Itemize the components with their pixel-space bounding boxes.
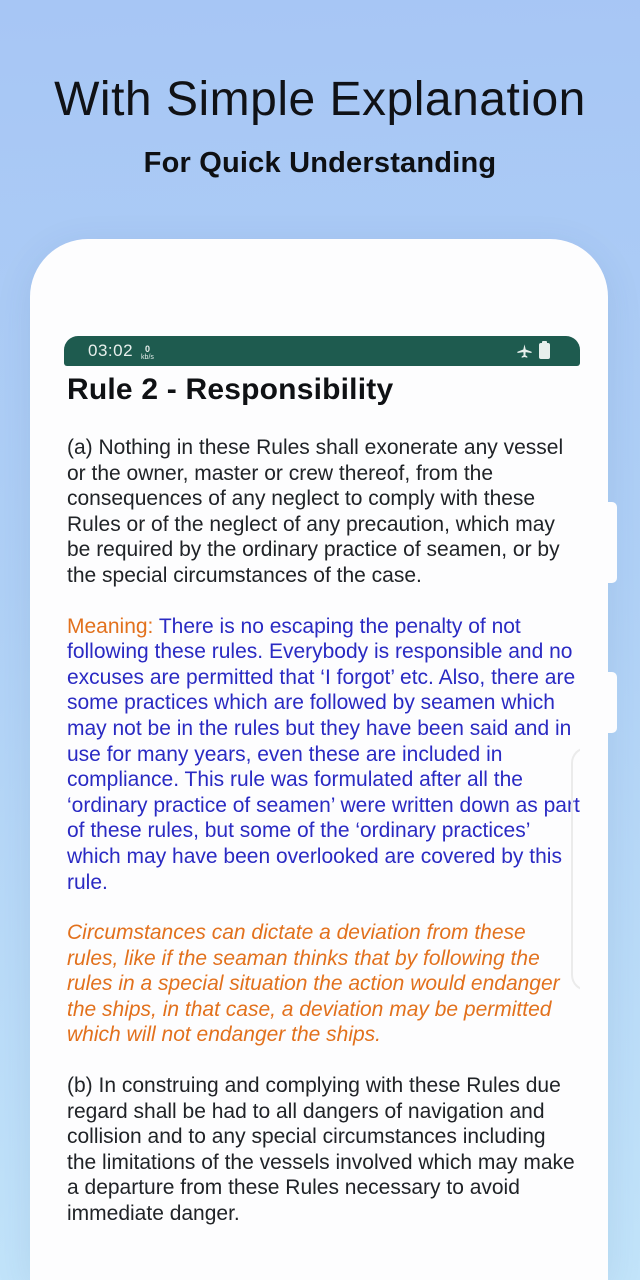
- meaning-label: Meaning:: [67, 614, 154, 638]
- status-bar-right-icons: [516, 343, 550, 360]
- network-speed-indicator: [141, 345, 154, 361]
- network-speed-value: 0: [144, 343, 150, 354]
- battery-icon: [539, 343, 550, 359]
- network-speed-unit: kb/s: [141, 353, 154, 361]
- phone-mockup: [30, 239, 608, 1280]
- status-time: 03:02: [88, 341, 134, 360]
- hero-subtitle: For Quick Understanding: [143, 147, 497, 179]
- rule-paragraph-b: (b) In construing and complying with these Rules due regard shall be had to all dangers of navigation and collision and to any special circumstances including the limitations of the vessels involved which may make a departure from these Rules necessary to avoid immediate danger.: [67, 1074, 575, 1226]
- article-title: Rule 2 - Responsibility: [67, 373, 394, 406]
- meaning-text: There is no escaping the penalty of not following these rules. Everybody is responsible and no excuses are permitted that ‘I forgot’ etc. Also, there are some practices which are followed by seamen which may not be in the rules but they have been said and in use for many years, even these are included in compliance. This rule was formulated after all the ‘ordinary practice of seamen’ were written down as part of these rules, but some of the ‘ordinary practices’ which may have been overlooked are covered by this rule.: [67, 614, 580, 894]
- article-content: [67, 373, 580, 1252]
- airplane-mode-icon: [516, 343, 533, 360]
- phone-power-button: [608, 672, 617, 733]
- scroll-edge-hint: [571, 747, 580, 991]
- hero-title: With Simple Explanation: [54, 73, 586, 126]
- phone-screen[interactable]: [64, 336, 580, 1280]
- phone-volume-button: [608, 502, 617, 583]
- deviation-note-paragraph: Circumstances can dictate a deviation from these rules, like if the seaman thinks that by following the rules in a special situation the action would endanger the ships, in that case, a deviation may be permitted which will not endanger the ships.: [67, 921, 560, 1047]
- meaning-paragraph: [67, 614, 580, 896]
- rule-paragraph-a: (a) Nothing in these Rules shall exonerate any vessel or the owner, master or crew thereof, from the consequences of any neglect to comply with these Rules or of the neglect of any precaution, which may be required by the ordinary practice of seamen, or by the special circumstances of the case.: [67, 436, 564, 587]
- status-bar: [64, 336, 580, 366]
